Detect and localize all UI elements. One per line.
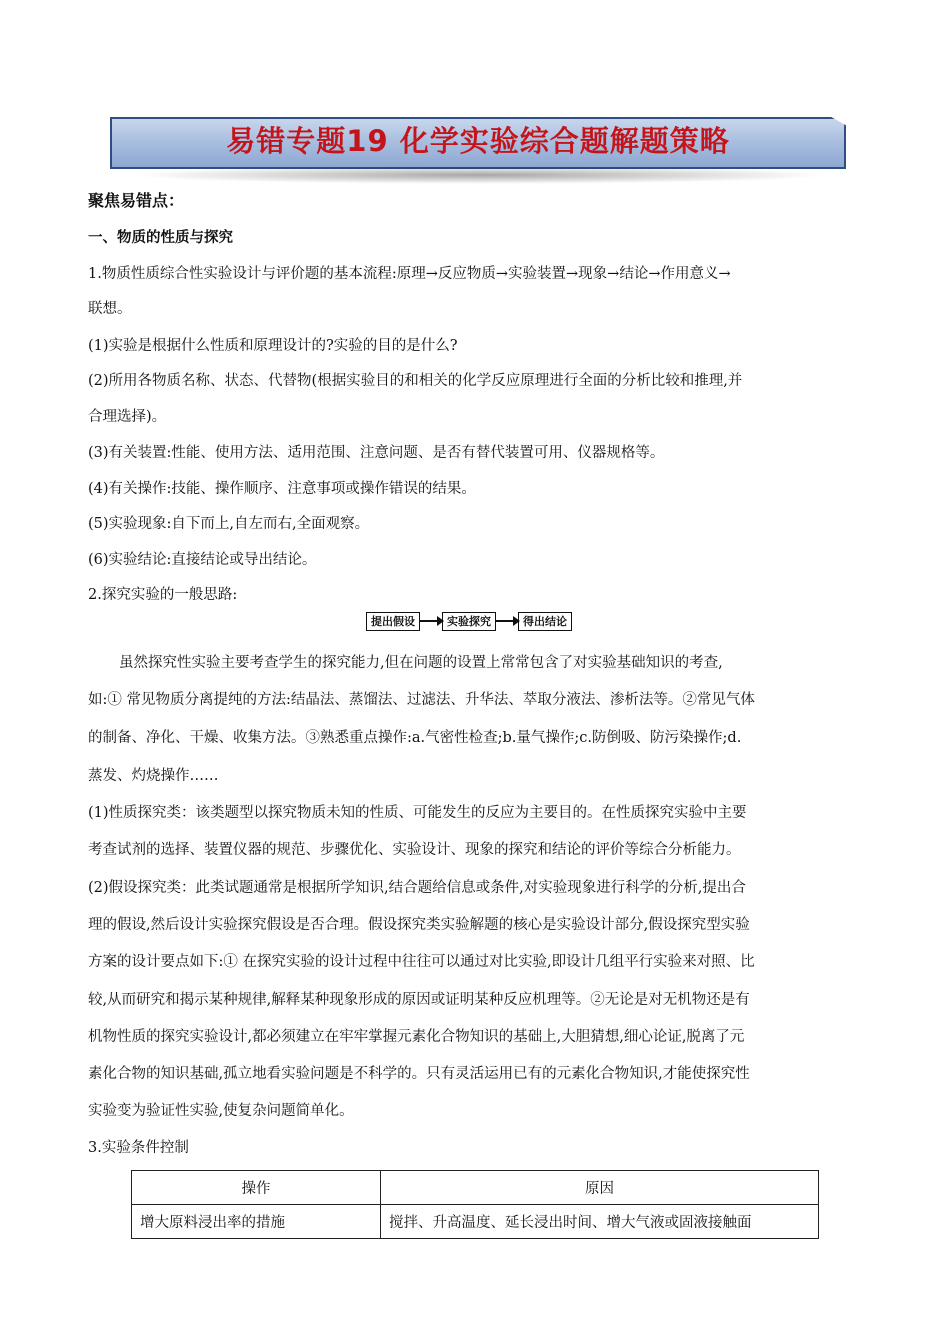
table-cell: 增大原料浸出率的措施 bbox=[132, 1205, 381, 1239]
paragraph-line: 如:① 常见物质分离提纯的方法:结晶法、蒸馏法、过滤法、升华法、萃取分液法、渗析法等。②常见气体 bbox=[88, 692, 755, 708]
paragraph-line: 素化合物的知识基础,孤立地看实验问题是不科学的。只有灵活运用已有的元素化合物知识,才能使探究性 bbox=[88, 1066, 750, 1082]
title-banner-shadow bbox=[130, 166, 830, 184]
paragraph-line: (5)实验现象:自下而上,自左而右,全面观察。 bbox=[88, 516, 370, 532]
paragraph-line: 较,从而研究和揭示某种规律,解释某种现象形成的原因或证明某种反应机理等。②无论是对无机物还是有 bbox=[88, 992, 750, 1008]
paragraph-line: (2)假设探究类：此类试题通常是根据所学知识,结合题给信息或条件,对实验现象进行科学的分析,提出合 bbox=[88, 880, 746, 896]
paragraph-line: (6)实验结论:直接结论或导出结论。 bbox=[88, 552, 317, 568]
paragraph-line: 联想。 bbox=[88, 301, 132, 317]
paragraph-line: 蒸发、灼烧操作…… bbox=[88, 768, 219, 784]
table-cell: 搅拌、升高温度、延长浸出时间、增大气液或固液接触面 bbox=[381, 1205, 819, 1239]
paragraph-line: 2.探究实验的一般思路: bbox=[88, 587, 238, 603]
paragraph-line: (3)有关装置:性能、使用方法、适用范围、注意问题、是否有替代装置可用、仪器规格等。 bbox=[88, 445, 665, 461]
paragraph-line: 理的假设,然后设计实验探究假设是否合理。假设探究类实验解题的核心是实验设计部分,假设探究型实验 bbox=[88, 917, 750, 933]
table-row bbox=[132, 1205, 819, 1239]
arrow-right-icon bbox=[496, 620, 518, 622]
flow-diagram bbox=[366, 611, 572, 631]
paragraph-line: 实验变为验证性实验,使复杂问题简单化。 bbox=[88, 1103, 354, 1119]
paragraph-line: (4)有关操作:技能、操作顺序、注意事项或操作错误的结果。 bbox=[88, 481, 476, 497]
table-header-cell: 原因 bbox=[381, 1171, 819, 1205]
flow-step-experiment: 实验探究 bbox=[442, 612, 496, 631]
flow-step-hypothesis: 提出假设 bbox=[366, 612, 420, 631]
arrow-right-icon bbox=[420, 620, 442, 622]
focus-heading: 聚焦易错点： bbox=[88, 191, 185, 210]
paragraph-line: 合理选择)。 bbox=[88, 409, 167, 425]
paragraph-line: 方案的设计要点如下:① 在探究实验的设计过程中往往可以通过对比实验,即设计几组平行实验来对照、比 bbox=[88, 954, 755, 970]
table-header-cell: 操作 bbox=[132, 1171, 381, 1205]
paragraph-line: (2)所用各物质名称、状态、代替物(根据实验目的和相关的化学反应原理进行全面的分析比较和推理,并 bbox=[88, 373, 743, 389]
section-heading-1: 一、物质的性质与探究 bbox=[88, 230, 233, 246]
table-header-row bbox=[132, 1171, 819, 1205]
flow-step-conclusion: 得出结论 bbox=[518, 612, 572, 631]
paragraph-line: 1.物质性质综合性实验设计与评价题的基本流程:原理→反应物质→实验装置→现象→结论→作用意义→ bbox=[88, 266, 731, 282]
paragraph-line: (1)性质探究类：该类题型以探究物质未知的性质、可能发生的反应为主要目的。在性质探究实验中主要 bbox=[88, 805, 747, 821]
paragraph-line: 考查试剂的选择、装置仪器的规范、步骤优化、实验设计、现象的探究和结论的评价等综合分析能力。 bbox=[88, 842, 741, 858]
conditions-table bbox=[131, 1170, 819, 1239]
paragraph-line: 的制备、净化、干燥、收集方法。③熟悉重点操作:a.气密性检查;b.量气操作;c.防倒吸、防污染操作;d. bbox=[88, 730, 742, 746]
paragraph-line: (1)实验是根据什么性质和原理设计的?实验的目的是什么? bbox=[88, 338, 458, 354]
paragraph-line: 虽然探究性实验主要考查学生的探究能力,但在问题的设置上常常包含了对实验基础知识的考查, bbox=[119, 655, 723, 671]
paragraph-line: 3.实验条件控制 bbox=[88, 1140, 189, 1156]
page-title: 易错专题19 化学实验综合题解题策略 bbox=[226, 124, 730, 158]
paragraph-line: 机物性质的探究实验设计,都必须建立在牢牢掌握元素化合物知识的基础上,大胆猜想,细心论证,脱离了元 bbox=[88, 1029, 745, 1045]
